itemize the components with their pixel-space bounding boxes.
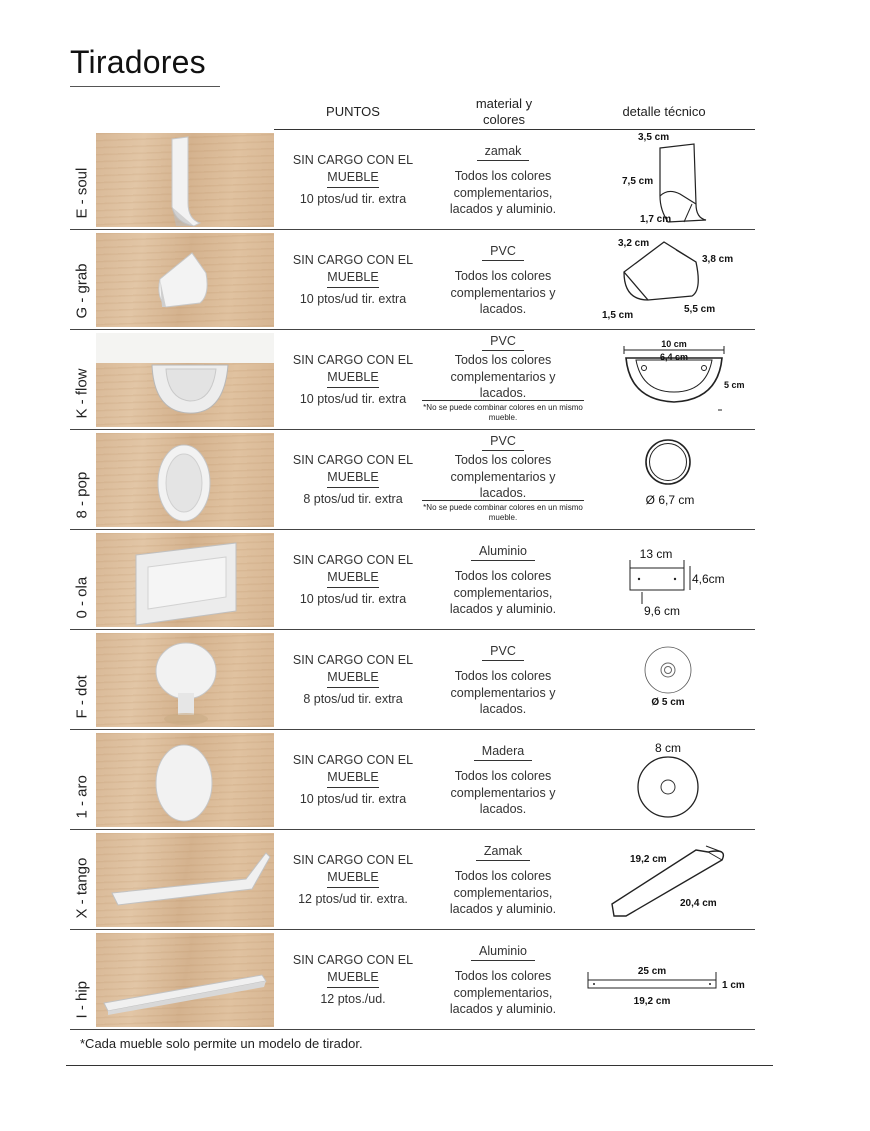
handle-row: [70, 130, 755, 230]
points-free: SIN CARGO CON EL: [292, 853, 414, 867]
handle-photo: [96, 433, 274, 527]
footnote: *Cada mueble solo permite un modelo de tirador.: [80, 1036, 363, 1051]
dimension-label: 5,5 cm: [684, 304, 716, 315]
technical-detail-cell: [574, 830, 755, 930]
handle-model-label: 0 - ola: [73, 576, 91, 619]
handle-model-label: G - grab: [73, 263, 91, 319]
handle-photo: [96, 633, 274, 727]
points-free: SIN CARGO CON EL: [292, 453, 414, 467]
dimension-label: 3,8 cm: [702, 254, 734, 265]
points-free-line2: MUEBLE: [327, 169, 378, 188]
material-name: Aluminio: [471, 544, 535, 561]
dimension-label: 10 cm: [661, 339, 687, 349]
points-extra: 10 ptos/ud tir. extra: [299, 592, 407, 606]
header-puntos: PUNTOS: [326, 104, 380, 119]
points-free: SIN CARGO CON EL: [292, 253, 414, 267]
material-note: *No se puede combinar colores en un mismo mueble.: [422, 400, 584, 423]
material-colors: Todos los colores complementarios, lacados y aluminio.: [449, 969, 557, 1016]
dimension-label: 8 cm: [654, 741, 682, 755]
dimension-label: 1,7 cm: [640, 214, 672, 225]
points-extra: 10 ptos/ud tir. extra: [299, 292, 407, 306]
handle-photo: [96, 833, 274, 927]
material-name: Aluminio: [471, 944, 535, 961]
handle-photo: [96, 233, 274, 327]
points-cell: [274, 230, 432, 330]
title-underline: [70, 86, 220, 87]
row-divider: [70, 1029, 755, 1030]
material-name: Zamak: [476, 844, 530, 861]
material-colors: Todos los colores complementarios y lacados.: [450, 269, 556, 316]
material-name: Madera: [474, 744, 532, 761]
page-title: Tiradores: [70, 44, 206, 80]
points-cell: [274, 130, 432, 230]
points-extra: 10 ptos/ud tir. extra: [299, 192, 407, 206]
points-free: SIN CARGO CON EL: [292, 753, 414, 767]
points-free-line2: MUEBLE: [327, 869, 378, 888]
material-name: PVC: [482, 244, 524, 261]
technical-drawing: [496, 630, 756, 730]
material-colors: Todos los colores complementarios y lacados.: [450, 669, 556, 716]
handle-model-label: E - soul: [73, 167, 91, 219]
dimension-label: Ø 6,7 cm: [645, 493, 695, 507]
points-extra: 10 ptos/ud tir. extra: [299, 392, 407, 406]
handle-photo: [96, 133, 274, 227]
dimension-label: 4,6cm: [692, 572, 725, 586]
material-colors: Todos los colores complementarios y lacados.: [450, 453, 556, 500]
points-free-line2: MUEBLE: [327, 769, 378, 788]
points-extra: 8 ptos/ud tir. extra: [303, 492, 403, 506]
technical-drawing: [496, 830, 756, 930]
technical-detail-cell: [574, 930, 755, 1030]
technical-detail-cell: [574, 630, 755, 730]
handle-photo: [96, 733, 274, 827]
technical-drawing: [496, 230, 756, 330]
points-extra: 12 ptos./ud.: [320, 992, 386, 1006]
points-extra: 8 ptos/ud tir. extra: [303, 692, 403, 706]
handle-row: [70, 530, 755, 630]
points-free: SIN CARGO CON EL: [292, 553, 414, 567]
technical-drawing: [496, 930, 756, 1030]
points-cell: [274, 530, 432, 630]
handle-model-label: F - dot: [73, 675, 91, 719]
points-cell: [274, 730, 432, 830]
technical-drawing: [496, 530, 756, 630]
technical-detail-cell: [574, 130, 755, 230]
handle-row: [70, 430, 755, 530]
handle-row: [70, 830, 755, 930]
handle-model-label: 8 - pop: [73, 471, 91, 519]
handle-model-label: K - flow: [73, 368, 91, 419]
material-name: PVC: [482, 334, 524, 351]
handle-model-label: I - hip: [73, 980, 91, 1019]
points-free: SIN CARGO CON EL: [292, 153, 414, 167]
material-colors: Todos los colores complementarios, lacados y aluminio.: [449, 869, 557, 916]
technical-detail-cell: [574, 230, 755, 330]
points-free-line2: MUEBLE: [327, 569, 378, 588]
points-free-line2: MUEBLE: [327, 669, 378, 688]
technical-detail-cell: [574, 330, 755, 430]
points-free-line2: MUEBLE: [327, 969, 378, 988]
header-detalle: detalle técnico: [622, 104, 706, 119]
dimension-label: 1,5 cm: [602, 310, 634, 321]
material-colors: Todos los colores complementarios, lacados y aluminio.: [449, 169, 557, 216]
dimension-label: 7,5 cm: [622, 176, 654, 187]
handle-row: [70, 630, 755, 730]
dimension-label: 20,4 cm: [680, 898, 717, 909]
dimension-label: 3,2 cm: [618, 238, 650, 249]
material-colors: Todos los colores complementarios y lacados.: [450, 769, 556, 816]
handle-photo: [96, 533, 274, 627]
material-colors: Todos los colores complementarios y lacados.: [450, 353, 556, 400]
technical-detail-cell: [574, 730, 755, 830]
points-free: SIN CARGO CON EL: [292, 953, 414, 967]
points-cell: [274, 830, 432, 930]
technical-drawing: [496, 130, 756, 230]
points-free: SIN CARGO CON EL: [292, 653, 414, 667]
handle-photo: [96, 333, 274, 427]
points-free-line2: MUEBLE: [327, 269, 378, 288]
handle-model-label: X - tango: [73, 857, 91, 919]
points-extra: 12 ptos/ud tir. extra.: [298, 892, 408, 906]
points-extra: 10 ptos/ud tir. extra: [299, 792, 407, 806]
dimension-label: 19,2 cm: [633, 996, 671, 1007]
material-name: PVC: [482, 644, 524, 661]
points-cell: [274, 330, 432, 430]
dimension-label: 19,2 cm: [630, 854, 667, 865]
technical-drawing: [496, 730, 756, 830]
dimension-label: 9,6 cm: [643, 604, 681, 618]
header-material: material y colores: [475, 96, 533, 127]
material-colors: Todos los colores complementarios, lacados y aluminio.: [449, 569, 557, 616]
points-cell: [274, 430, 432, 530]
points-free: SIN CARGO CON EL: [292, 353, 414, 367]
technical-drawing: [496, 330, 756, 430]
points-cell: [274, 630, 432, 730]
material-note: *No se puede combinar colores en un mismo mueble.: [422, 500, 584, 523]
dimension-label: 13 cm: [639, 547, 673, 561]
dimension-label: 1 cm: [722, 980, 745, 991]
technical-detail-cell: [574, 530, 755, 630]
dimension-label: 25 cm: [637, 966, 667, 977]
handle-row: [70, 230, 755, 330]
technical-drawing: [496, 430, 756, 530]
handle-photo: [96, 933, 274, 1027]
points-free-line2: MUEBLE: [327, 469, 378, 488]
material-name: PVC: [482, 434, 524, 451]
dimension-label: 3,5 cm: [638, 132, 670, 143]
dimension-label: Ø 5 cm: [651, 697, 685, 708]
material-name: zamak: [477, 144, 530, 161]
handle-row: [70, 330, 755, 430]
points-cell: [274, 930, 432, 1030]
dimension-label: 5 cm: [724, 380, 745, 390]
technical-detail-cell: [574, 430, 755, 530]
handle-row: [70, 730, 755, 830]
points-free-line2: MUEBLE: [327, 369, 378, 388]
handle-model-label: 1 - aro: [73, 775, 91, 819]
handle-row: [70, 930, 755, 1030]
dimension-label: 6,4 cm: [659, 352, 689, 362]
page-bottom-rule: [66, 1065, 773, 1066]
